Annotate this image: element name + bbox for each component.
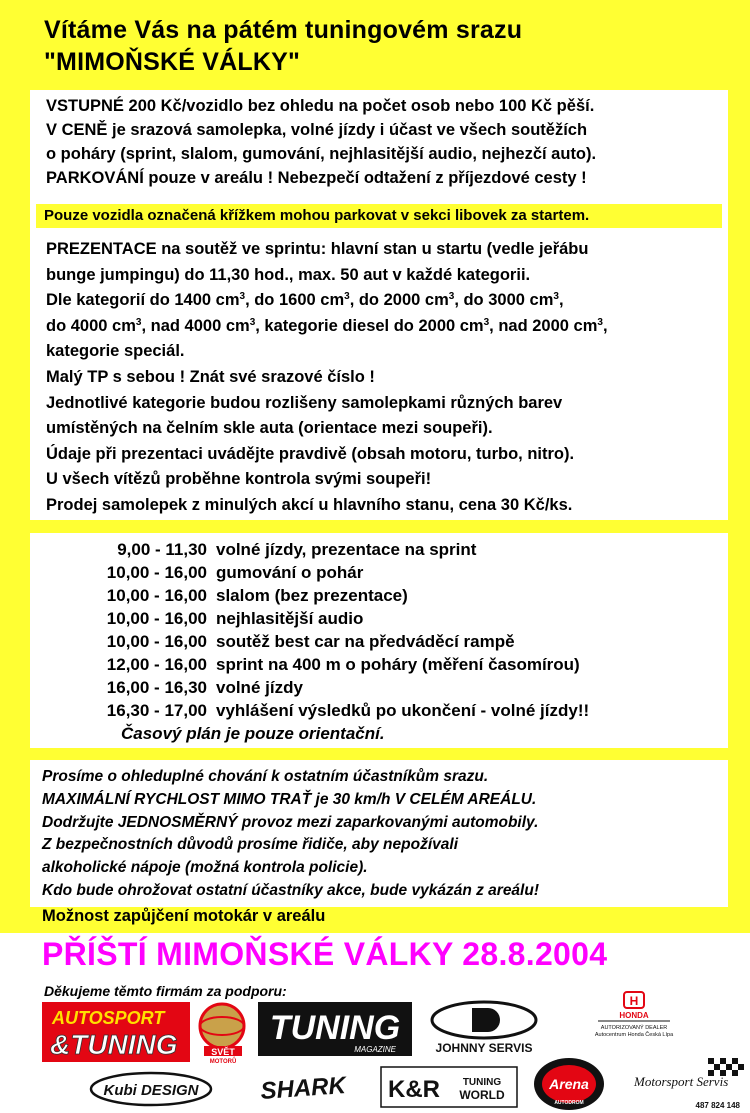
svg-text:HONDA: HONDA (619, 1011, 649, 1020)
schedule-note: Časový plán je pouze orientační. (121, 724, 385, 743)
parking-notice-text: Pouze vozidla označená křížkem mohou parkovat v sekci libovek za startem. (44, 207, 590, 224)
autosport-tuning-logo (42, 1002, 190, 1062)
kr-tuning-world-logo (380, 1066, 518, 1108)
kart-rental-note: Možnost zapůjčení motokár v areálu (42, 907, 326, 925)
johnny-servis-logo (428, 1000, 540, 1056)
rules-box (30, 760, 728, 907)
svg-text:H: H (629, 994, 639, 1008)
svg-text:Arena: Arena (549, 1076, 589, 1092)
schedule-box (30, 533, 728, 748)
poster-title: Vítáme Vás na pátém tuningovém srazu (44, 16, 523, 44)
svg-text:K&R: K&R (388, 1076, 440, 1103)
category-line: do 4000 $cm^3$, nad 4000 $cm^3$, kategorie diesel do 2000 $cm^3$, nad 2000 $cm^3$, (46, 316, 608, 335)
info-line: PREZENTACE na soutěž ve sprintu: hlavní stan u startu (vedle jeřábu (46, 240, 589, 258)
parking-notice (36, 204, 722, 228)
category-line: Dle kategorií do 1400 $cm^3$, do 1600 $cm^3$, do 2000 $cm^3$, do 3000 $cm^3$, (46, 291, 564, 310)
svg-text:AUTODROM: AUTODROM (554, 1100, 584, 1106)
rule-line: alkoholické nápoje (možná kontrola policie). (42, 859, 368, 877)
svg-text:Motorsport Servis: Motorsport Servis (634, 1074, 729, 1089)
info-line: kategorie speciál. (46, 342, 185, 361)
rule-line: Prosíme o ohleduplné chování k ostatním účastníkům srazu. (42, 768, 489, 785)
schedule-row (46, 676, 589, 699)
info-line: PARKOVÁNÍ pouze v areálu ! Nebezpečí odtažení z příjezdové cesty ! (46, 169, 587, 187)
info-line: Údaje při prezentaci uvádějte pravdivě (obsah motoru, turbo, nitro). (46, 444, 575, 463)
schedule-time: 16,00 - 16,30 (106, 678, 207, 697)
svg-text:TUNING: TUNING (462, 1077, 502, 1088)
svet-motoru-logo (198, 1002, 248, 1064)
svg-text:AUTORIZOVANÝ DEALER: AUTORIZOVANÝ DEALER (600, 1025, 668, 1031)
schedule-time: 10,00 - 16,00 (106, 609, 207, 628)
info-box (30, 90, 728, 520)
entry-info (46, 94, 596, 190)
schedule-desc: soutěž best car na předváděcí rampě (216, 632, 515, 651)
sponsors-heading: Děkujeme těmto firmám za podporu: (44, 983, 287, 999)
svg-text:TUNING: TUNING (269, 1009, 401, 1047)
rules (42, 766, 539, 903)
motorsport-servis-logo (628, 1056, 746, 1112)
rule-line: Dodržujte JEDNOSMĚRNÝ provoz mezi zaparkovanými automobily. (42, 813, 539, 831)
schedule-time: 12,00 - 16,00 (106, 655, 207, 674)
svg-text:487 824 148: 487 824 148 (695, 1101, 740, 1110)
tuning-magazine-logo (258, 1002, 412, 1056)
schedule-row (46, 699, 589, 722)
schedule-time: 10,00 - 16,00 (106, 586, 207, 605)
rule-line: Kdo bude ohrožovat ostatní účastníky akce, bude vykázán z areálu! (42, 881, 539, 899)
schedule-row (46, 538, 589, 561)
kubi-design-logo (88, 1070, 214, 1108)
schedule-desc: volné jízdy (216, 678, 303, 697)
svg-text:WORLD: WORLD (459, 1088, 505, 1102)
svg-text:SVĚT: SVĚT (211, 1047, 235, 1057)
schedule-desc: nejhlasitější audio (216, 609, 364, 628)
schedule-row (46, 630, 589, 653)
schedule-row (46, 561, 589, 584)
info-line: V CENĚ je srazová samolepka, volné jízdy i účast ve všech soutěžích (46, 121, 588, 139)
svg-text:Autocentrum Honda Česká Lípa: Autocentrum Honda Česká Lípa (594, 1032, 674, 1038)
svg-text:AUTOSPORT: AUTOSPORT (52, 1008, 165, 1028)
svg-text:&TUNING: &TUNING (50, 1029, 178, 1060)
info-line: o poháry (sprint, slalom, gumování, nejhlasitější audio, nejhezčí auto). (46, 145, 597, 163)
schedule-desc: gumování o pohár (216, 563, 364, 582)
schedule-time: 10,00 - 16,00 (106, 563, 207, 582)
schedule-row (46, 653, 589, 676)
info-line: bunge jumpingu) do 11,30 hod., max. 50 aut v každé kategorii. (46, 265, 531, 284)
schedule-desc: sprint na 400 m o poháry (měření časomírou) (216, 655, 580, 674)
rule-line: MAXIMÁLNÍ RYCHLOST MIMO TRAŤ je 30 km/h V CELÉM AREÁLU. (42, 790, 537, 808)
schedule-desc: vyhlášení výsledků po ukončení - volné jízdy!! (216, 701, 590, 720)
svg-text:Kubi DESIGN: Kubi DESIGN (103, 1082, 199, 1099)
info-line: VSTUPNÉ 200 Kč/vozidlo bez ohledu na počet osob nebo 100 Kč pěší. (46, 97, 595, 115)
info-line: umístěných na čelním skle auta (orientace mezi soupeři). (46, 419, 493, 438)
schedule-desc: slalom (bez prezentace) (216, 586, 408, 605)
svg-text:SHARK: SHARK (259, 1072, 347, 1105)
rule-line: Z bezpečnostních důvodů prosíme řidiče, aby nepožívali (42, 836, 458, 854)
schedule-time: 10,00 - 16,00 (106, 632, 207, 651)
schedule-time: 16,30 - 17,00 (106, 701, 207, 720)
schedule-row (46, 584, 589, 607)
svg-text:MAGAZINE: MAGAZINE (354, 1045, 396, 1054)
registration-info (46, 237, 608, 519)
schedule-desc: volné jízdy, prezentace na sprint (216, 540, 477, 559)
event-name: "MIMOŇSKÉ VÁLKY" (44, 48, 301, 76)
svg-text:JOHNNY SERVIS: JOHNNY SERVIS (435, 1041, 533, 1055)
info-line: Jednotlivé kategorie budou rozlišeny samolepkami různých barev (46, 393, 563, 412)
honda-dealer-logo (584, 990, 684, 1046)
schedule-time: 9,00 - 11,30 (117, 540, 207, 559)
autodrom-arena-logo (532, 1056, 606, 1112)
next-event-banner: PŘÍŠTÍ MIMOŇSKÉ VÁLKY 28.8.2004 (42, 936, 608, 972)
info-line: Malý TP s sebou ! Znát své srazové číslo ! (46, 367, 375, 386)
shark-logo (250, 1064, 356, 1108)
info-line: U všech vítězů proběhne kontrola svými soupeři! (46, 470, 432, 489)
schedule-row (46, 607, 589, 630)
svg-text:MOTORŮ: MOTORŮ (209, 1059, 237, 1064)
schedule (46, 538, 589, 745)
info-line: Prodej samolepek z minulých akcí u hlavního stanu, cena 30 Kč/ks. (46, 495, 573, 514)
